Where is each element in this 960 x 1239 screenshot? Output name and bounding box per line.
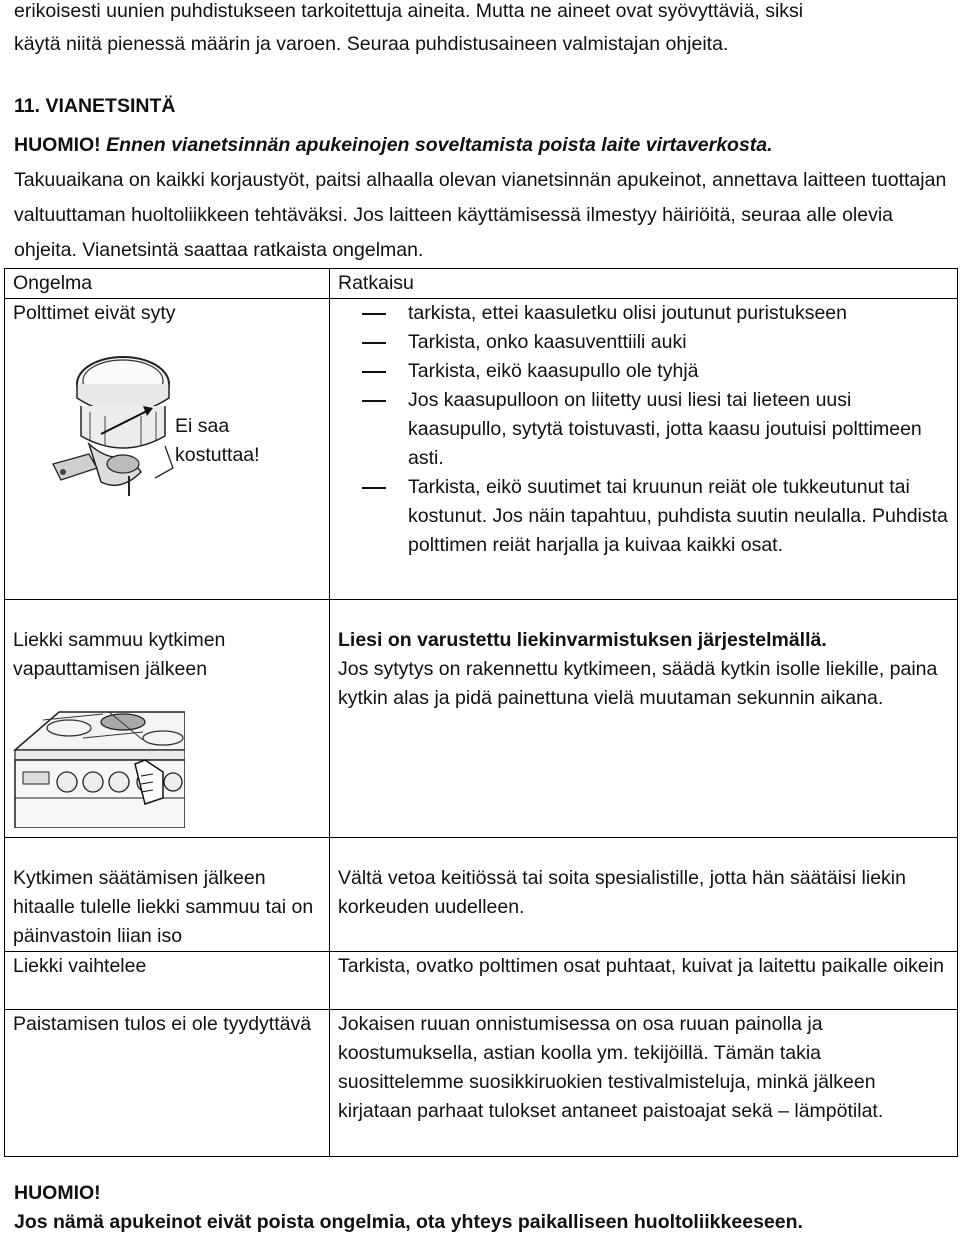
table-row xyxy=(5,299,958,600)
stove-illustration xyxy=(13,694,185,828)
solution-cell xyxy=(330,600,958,838)
footer-label: HUOMIO! xyxy=(14,1182,101,1204)
burner-illustration xyxy=(45,336,175,518)
header-problem: Ongelma xyxy=(5,269,330,299)
table-header-row xyxy=(5,269,958,299)
intro-text xyxy=(14,0,803,61)
intro-line-1: erikoisesti uunien puhdistukseen tarkoitettuja aineita. Mutta ne aineet ovat syövyttäviä, siksi xyxy=(14,0,804,22)
solution-text: Jokaisen ruuan onnistumisessa on osa ruuan painolla ja koostumuksella, astian koolla ym. tekijöillä. Tämän takia suosittelemme suosikkiruokien testivalmisteluja, minkä jälkeen kirjataan parhaat tulokset antaneet paistoajat sekä – lämpötilat. xyxy=(338,1013,884,1122)
list-item: Tarkista, eikö suutimet tai kruunun reiät ole tukkeutunut tai kostunut. Jos näin tapahtuu, puhdista suutin neulalla. Puhdista polttimen reiät harjalla ja kuivaa kaikki osat. xyxy=(338,473,949,560)
solution-cell xyxy=(330,952,958,1010)
list-item: tarkista, ettei kaasuletku olisi joutunut puristukseen xyxy=(338,299,949,328)
footer-text: Jos nämä apukeinot eivät poista ongelmia, ota yhteys paikalliseen huoltoliikkeeseen. xyxy=(14,1211,803,1233)
header-solution: Ratkaisu xyxy=(330,269,958,299)
table-row xyxy=(5,1010,958,1157)
problem-text: Polttimet eivät syty xyxy=(13,302,176,324)
problem-cell xyxy=(5,600,330,838)
warning-text: Ennen vianetsinnän apukeinojen soveltamista poista laite virtaverkosta. xyxy=(100,134,773,156)
solution-cell xyxy=(330,299,958,600)
burner-figure xyxy=(13,336,321,526)
section-body: Takuuaikana on kaikki korjaustyöt, paitsi alhaalla olevan vianetsinnän apukeinot, annettava laitteen tuottajan valtuuttaman huoltoliikkeen tehtäväksi. Jos laitteen käyttämisessä ilmestyy häiriöitä, seuraa alle olevia ohjeita. Vianetsintä saattaa ratkaista ongelman. xyxy=(14,169,947,261)
solution-bold-text: Liesi on varustettu liekinvarmistuksen järjestelmällä. xyxy=(338,629,827,651)
problem-text: Liekki sammuu kytkimen vapauttamisen jälkeen xyxy=(13,629,226,680)
solution-text: Tarkista, ovatko polttimen osat puhtaat, kuivat ja laitettu paikalle oikein xyxy=(338,955,944,977)
list-item: Jos kaasupulloon on liitetty uusi liesi tai lieteen uusi kaasupullo, sytytä toistuvasti, jotta kaasu joutuisi polttimeen asti. xyxy=(338,386,949,473)
troubleshooting-table xyxy=(4,268,958,1157)
problem-cell xyxy=(5,952,330,1010)
table-row xyxy=(5,952,958,1010)
problem-text: Liekki vaihtelee xyxy=(13,955,147,977)
solution-text: Vältä vetoa keitiössä tai soita spesialistille, jotta hän säätäisi liekin korkeuden uudelleen. xyxy=(338,867,906,918)
problem-cell xyxy=(5,299,330,600)
no-wet-label: Ei saa kostuttaa! xyxy=(175,415,260,466)
stove-figure xyxy=(13,694,321,837)
list-item: Tarkista, onko kaasuventtiili auki xyxy=(338,328,949,357)
dash-bullet-icon xyxy=(362,400,386,402)
solution-cell xyxy=(330,1010,958,1157)
solution-cell xyxy=(330,838,958,952)
problem-cell xyxy=(5,838,330,952)
problem-cell xyxy=(5,1010,330,1157)
warning-label: HUOMIO! xyxy=(14,134,101,156)
solution-text: Jos sytytys on rakennettu kytkimeen, säädä kytkin isolle liekille, paina kytkin alas ja pidä painettuna vielä muutaman sekunnin aikana. xyxy=(338,658,938,709)
dash-bullet-icon xyxy=(362,487,386,489)
table-row xyxy=(5,838,958,952)
dash-bullet-icon xyxy=(362,313,386,315)
solution-list xyxy=(338,299,949,560)
dash-bullet-icon xyxy=(362,342,386,344)
intro-line-2: käytä niitä pienessä määrin ja varoen. Seuraa puhdistusaineen valmistajan ohjeita. xyxy=(14,33,729,55)
problem-text: Kytkimen säätämisen jälkeen hitaalle tulelle liekki sammuu tai on päinvastoin liian iso xyxy=(13,867,314,947)
section-heading: 11. VIANETSINTÄ xyxy=(14,95,176,117)
dash-bullet-icon xyxy=(362,371,386,373)
problem-text: Paistamisen tulos ei ole tyydyttävä xyxy=(13,1013,312,1035)
table-row xyxy=(5,600,958,838)
list-item: Tarkista, eikö kaasupullo ole tyhjä xyxy=(338,357,949,386)
warning-note xyxy=(14,129,773,162)
